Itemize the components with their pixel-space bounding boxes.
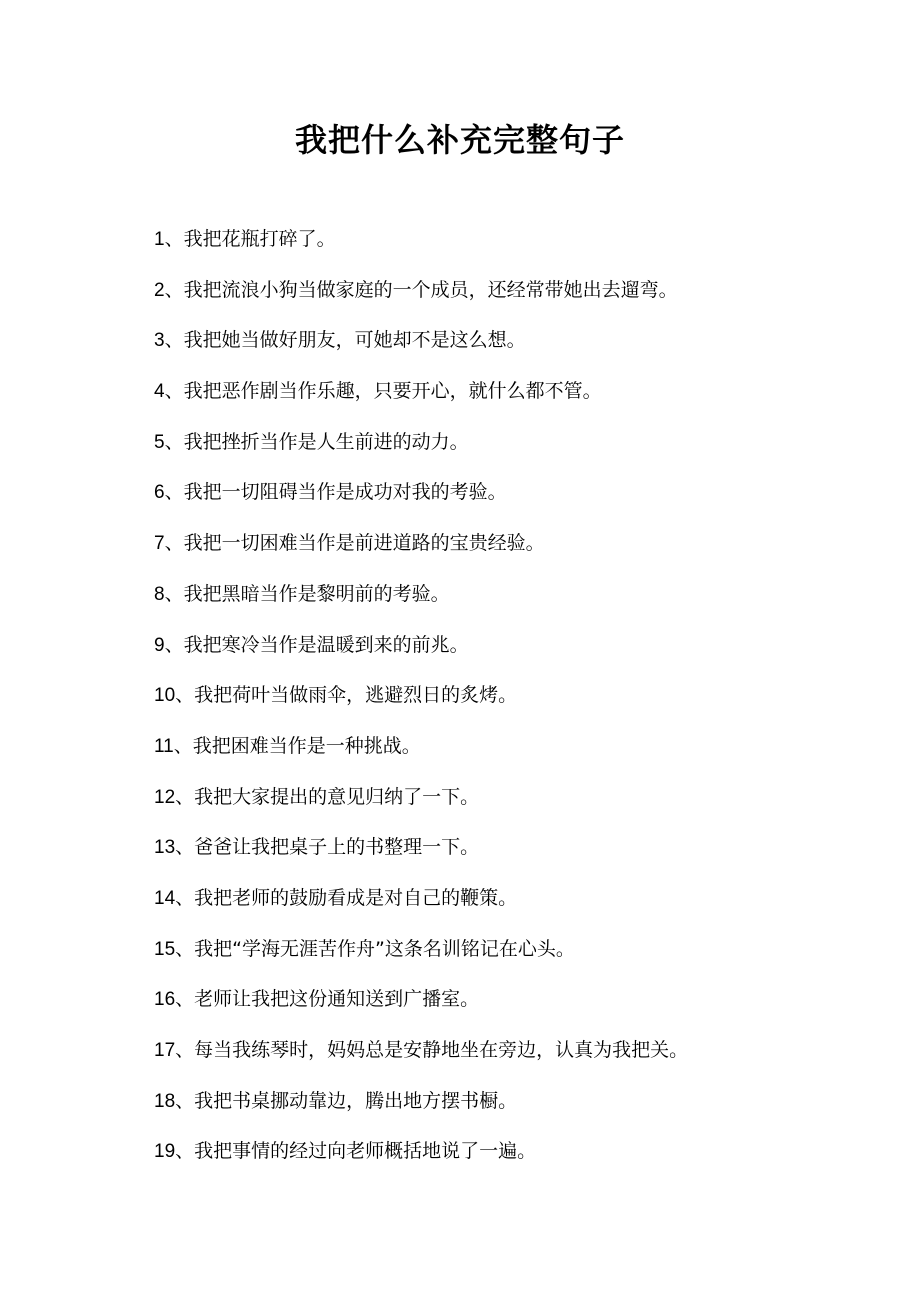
sentence-item — [154, 529, 754, 558]
sentence-number: 1 — [154, 229, 165, 250]
sentence-item — [154, 377, 754, 406]
sentence-item — [154, 985, 754, 1014]
document-title: 我把什么补充完整句子 — [294, 121, 625, 159]
sentence-number: 12 — [154, 786, 176, 808]
sentence-item — [154, 1036, 754, 1065]
sentence-number: 6 — [154, 482, 165, 504]
sentence-text: 、我把花瓶打碎了。 — [164, 228, 336, 250]
sentence-item — [154, 935, 754, 964]
sentence-number: 10 — [154, 685, 176, 707]
sentence-item — [154, 681, 754, 710]
sentence-text: 、我把流浪小狗当做家庭的一个成员，还经常带她出去遛弯。 — [164, 278, 678, 301]
sentence-item — [154, 631, 754, 660]
sentence-number: 17 — [154, 1040, 176, 1061]
sentence-item — [154, 428, 754, 457]
sentence-number: 7 — [154, 533, 165, 555]
sentence-number: 18 — [154, 1090, 176, 1112]
sentence-text: 、我把黑暗当作是黎明前的考验。 — [164, 582, 450, 605]
sentence-text: 、我把她当做好朋友，可她却不是这么想。 — [164, 329, 526, 352]
sentence-item — [154, 1087, 754, 1116]
sentence-item — [154, 884, 754, 913]
sentence-number: 4 — [154, 381, 165, 403]
sentence-number: 8 — [154, 583, 165, 605]
sentence-number: 14 — [154, 887, 176, 909]
sentence-text: 、每当我练琴时，妈妈总是安静地坐在旁边，认真为我把关。 — [175, 1039, 689, 1061]
sentence-text: 、我把事情的经过向老师概括地说了一遍。 — [175, 1140, 537, 1163]
sentence-text: 、我把“学海无涯苦作舟”这条名训铭记在心头。 — [175, 937, 575, 960]
sentence-text: 、我把挫折当作是人生前进的动力。 — [164, 430, 469, 453]
sentence-text: 、我把困难当作是一种挑战。 — [173, 734, 421, 757]
sentence-item — [154, 1137, 754, 1166]
sentence-text: 、我把寒冷当作是温暖到来的前兆。 — [164, 633, 469, 656]
sentence-text: 、我把书桌挪动靠边，腾出地方摆书橱。 — [175, 1089, 518, 1112]
sentence-text: 、我把大家提出的意见归纳了一下。 — [175, 785, 480, 808]
sentence-item — [154, 478, 754, 507]
sentence-number: 19 — [154, 1141, 176, 1163]
sentence-text: 、我把老师的鼓励看成是对自己的鞭策。 — [175, 886, 518, 909]
sentence-item — [154, 225, 754, 254]
sentence-number: 5 — [154, 431, 165, 453]
sentence-number: 3 — [154, 330, 165, 352]
sentence-item — [154, 783, 754, 812]
sentence-number: 16 — [154, 989, 176, 1011]
sentence-item — [154, 276, 754, 305]
sentence-number: 13 — [154, 837, 176, 859]
sentence-text: 、我把荷叶当做雨伞，逃避烈日的炙烤。 — [175, 684, 518, 707]
sentence-text: 、我把一切阻碍当作是成功对我的考验。 — [164, 481, 507, 504]
sentence-item — [154, 833, 754, 862]
sentence-text: 、爸爸让我把桌子上的书整理一下。 — [175, 836, 480, 859]
sentence-text: 、我把恶作剧当作乐趣，只要开心，就什么都不管。 — [164, 380, 602, 403]
sentence-text: 、我把一切困难当作是前进道路的宝贵经验。 — [164, 532, 545, 555]
sentence-list — [154, 225, 754, 1188]
sentence-number: 2 — [154, 279, 165, 301]
sentence-number: 11 — [154, 735, 174, 757]
sentence-number: 15 — [154, 938, 176, 960]
sentence-item — [154, 326, 754, 355]
sentence-item — [154, 580, 754, 609]
sentence-text: 、老师让我把这份通知送到广播室。 — [175, 988, 480, 1011]
sentence-item — [154, 732, 754, 761]
sentence-number: 9 — [154, 634, 165, 656]
